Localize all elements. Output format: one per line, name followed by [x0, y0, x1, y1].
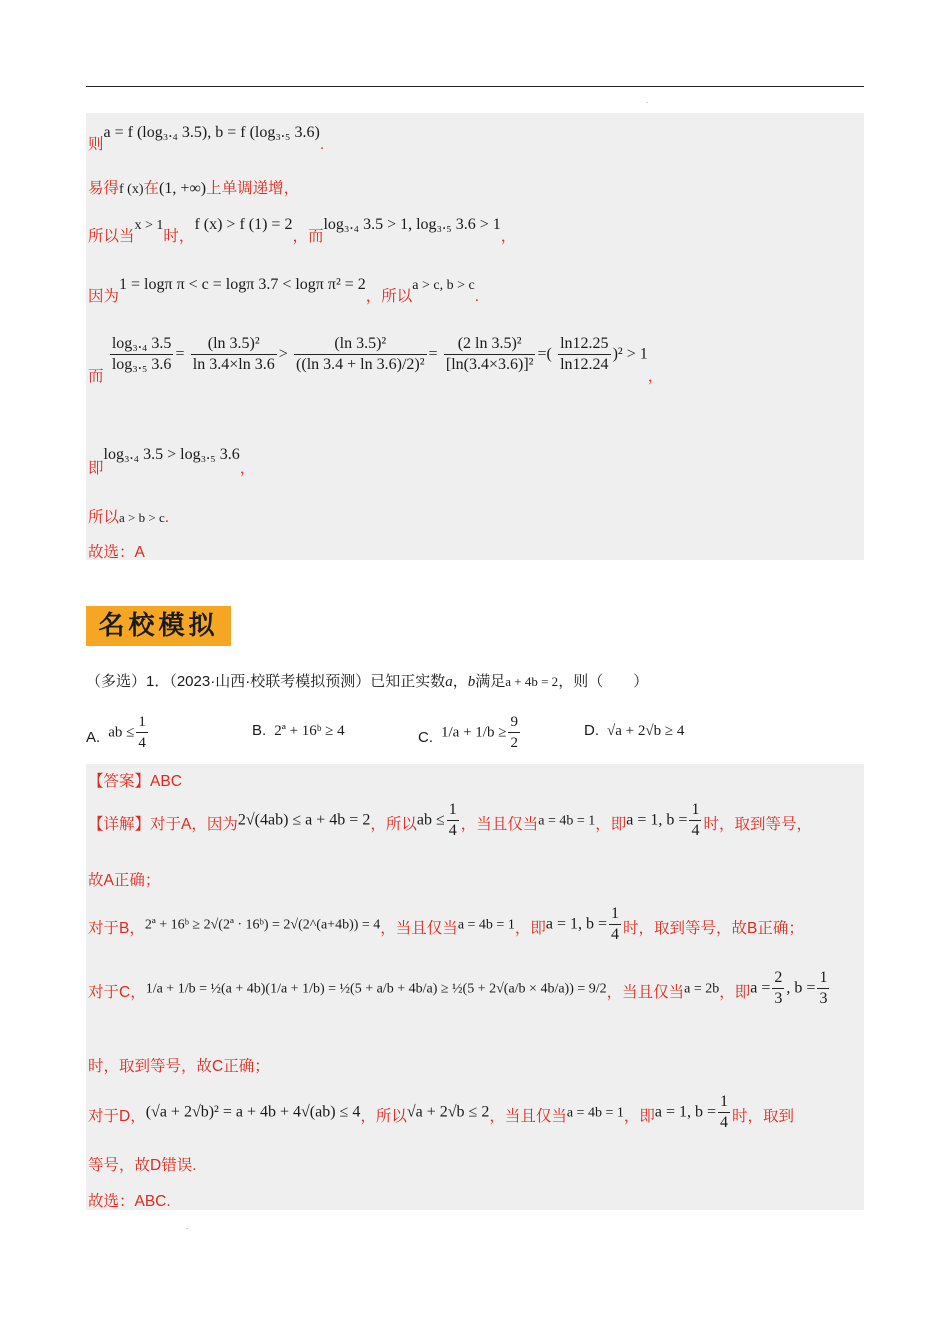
fraction: $\frac{\text{(ln 3.5)²}}{\text{((ln 3.4 + ln 3.6)/2)²}}$: [296, 335, 425, 373]
detail-line-4: 对于D，(√a + 2√b)² = a + 4b + 4√(ab) ≤ 4，所以√a + 2√b ≤ 2，当且仅当a = 4b = 1，即a = 1, b = $\frac{1}{4}$ 时，取到: [88, 1093, 795, 1131]
fraction: $\frac{1}{4}$: [691, 801, 700, 839]
fraction: $\frac{\text{log₃.₄ 3.5}}{\text{log₃.₅ 3.6}}$: [111, 335, 172, 373]
fraction: $\frac{\ln 12.25}{\ln 12.24}$: [560, 335, 609, 373]
fraction: $\frac{\text{(2 ln 3.5)²}}{\text{[ln(3.4×3.6)]²}}$: [445, 335, 534, 373]
option-a[interactable]: A. ab ≤ $\frac{1}{4}$: [86, 714, 146, 751]
solution-line-2: 易得f (x)在(1, +∞)上单调递增，: [88, 180, 300, 197]
solution-line-3: 所以当x > 1时，f (x) > f (1) = 2，而log₃.₄ 3.5 > 1, log₃.₅ 3.6 > 1，: [88, 216, 517, 245]
option-d[interactable]: D. √a + 2√b ≥ 4: [584, 722, 685, 739]
solution-choice: 故选：A: [88, 544, 145, 561]
fraction: $\frac{1}{4}$: [611, 905, 619, 943]
detail-line-3b: 时，取到等号，故C正确；: [88, 1058, 270, 1075]
fraction: $\frac{\text{(ln 3.5)²}}{\ln 3.4\times\ln 3.6}$: [192, 335, 275, 373]
detail-line-1b: 故A正确；: [88, 872, 161, 889]
answer-line: 【答案】ABC: [88, 773, 182, 790]
fraction: $\frac{1}{4}$: [448, 801, 457, 839]
section-banner: 名校模拟: [86, 606, 231, 646]
fraction: $\frac{9}{2}$: [510, 714, 518, 751]
fraction: $\frac{1}{4}$: [138, 714, 146, 751]
detail-line-3: 对于C，1/a + 1/b = ½(a + 4b)(1/a + 1/b) = ½(5 + a/b + 4b/a) ≥ ½(5 + 2√(a/b × 4b/a)) = 9/2，当且仅当a = 2b，即a = $\frac{2}{3}$ , b = $\frac{1}{3}$: [88, 969, 828, 1007]
detail-line-4b: 等号，故D错误.: [88, 1157, 197, 1174]
header-rule: [86, 86, 864, 87]
solution-line-1: 则a = f (log₃.₄ 3.5), b = f (log₃.₅ 3.6).: [88, 124, 325, 153]
solution-line-6: 即log₃.₄ 3.5 > log₃.₅ 3.6，: [88, 446, 256, 477]
solution-line-5: 而 $\frac{\text{log₃.₄ 3.5}}{\text{log₃.₅ 3.6}}$ = $\frac{\text{(ln 3.5)²}}{\ln 3.4\times\ln 3.6}$ > $\frac{\text{(ln 3.5)²}}{\text{((ln 3.4 + ln 3.6)/2)²}}$ = $\frac{\text{(2 ln 3.5)²}}{\text{[ln(3.4×3.6)]²}}$ =( $\frac{\ln 12.25}{\ln 12.24}$ )² > 1，: [88, 335, 664, 385]
corner-dot: .: [646, 96, 649, 105]
solution-line-7: 所以a > b > c.: [88, 509, 170, 526]
detail-line-1: 【详解】对于A，因为2√(4ab) ≤ a + 4b = 2，所以ab ≤ $\frac{1}{4}$ ，当且仅当a = 4b = 1，即a = 1, b = $\frac{1}{4}$ 时，取到等号，: [88, 801, 812, 839]
footer-dot: .: [186, 1222, 189, 1231]
option-b[interactable]: B. 2ª + 16ᵇ ≥ 4: [252, 722, 345, 739]
detail-line-2: 对于B，2ª + 16ᵇ ≥ 2√(2ª · 16ᵇ) = 2√(2^(a+4b)) = 4，当且仅当a = 4b = 1，即a = 1, b = $\frac{1}{4}$ 时，取到等号，故B正确；: [88, 905, 804, 943]
final-choice: 故选：ABC.: [88, 1193, 171, 1210]
question-text: （多选）1．（2023·山西·校联考模拟预测）已知正实数a，b满足a + 4b = 2，则（ ）: [86, 673, 649, 690]
fraction: $\frac{1}{4}$: [720, 1093, 729, 1131]
option-c[interactable]: C. 1/a + 1/b ≥ $\frac{9}{2}$: [418, 714, 518, 751]
solution-line-4: 因为1 = logπ π < c = logπ 3.7 < logπ π² = 2，所以a > c, b > c.: [88, 276, 480, 305]
fraction: $\frac{2}{3}$: [774, 969, 783, 1007]
fraction: $\frac{1}{3}$: [819, 969, 828, 1007]
